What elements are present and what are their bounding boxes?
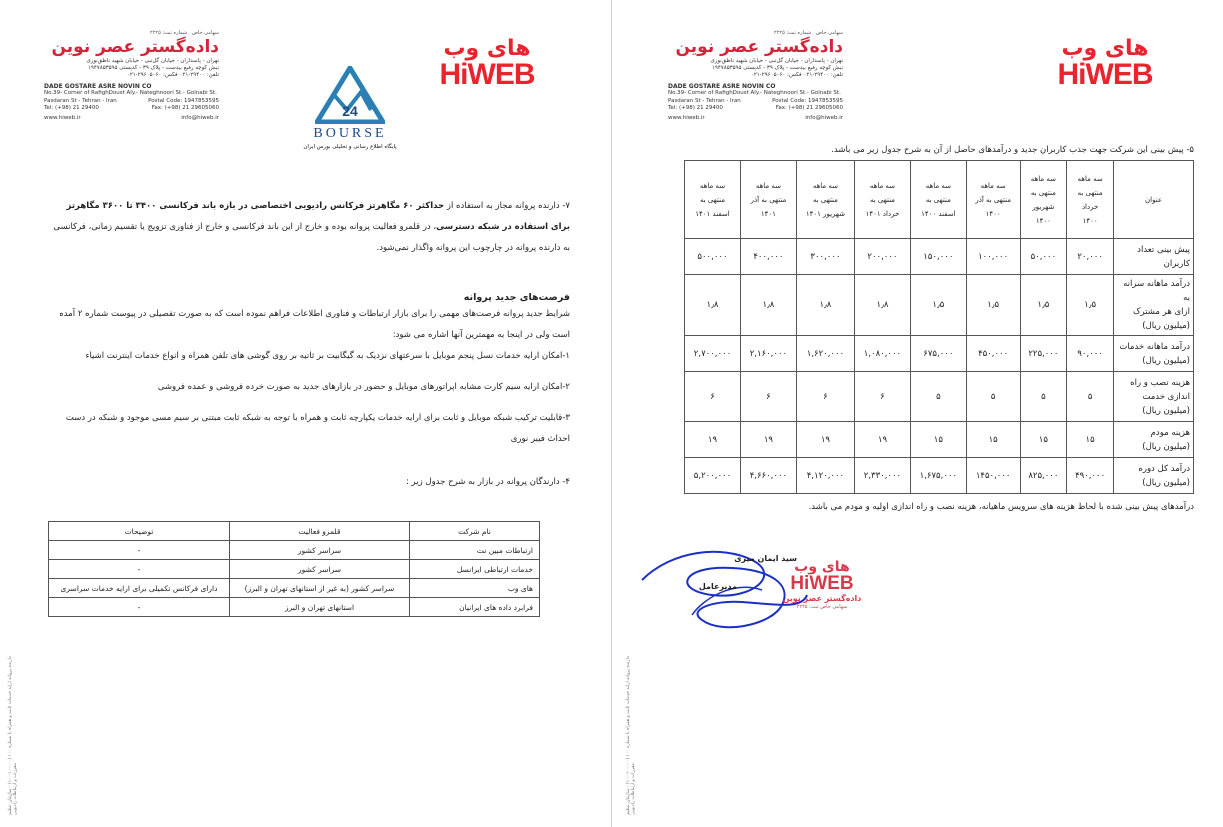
col-header-notes: توضیحات bbox=[49, 522, 230, 541]
company-letterhead: سهامی خاص شماره ثبت: ۲۲۲۵ داده‌گستر عصر نوین تهران - پاسداران - خیابان گل‌نبی - خیابان شهید ناطق‌نوری نبش کوچه رفیع بیدست - پلاک ۳۹ - کدپستی ۱۹۴۷۸۵۳۵۹۵ تلفن: ۲۹۴۰۰-۰۲۱ فکس: ۲۹۶۰۵۰۶۰-۰۲۱ DADE GOSTARE ASRE NOVIN CO No.39- Corner of RafighDoust Aly.- Nateghnoori St.- Golnabi St. Pasdaran St - Tehran - Iran Postal Code: 1947853595 Tel: (+98) 21 29400 Fax: (+98) 21 29605060 www.hiweb.ir info@hiweb.ir bbox=[668, 30, 843, 121]
table-row: پیش بینی تعداد کاربران ۲۰,۰۰۰ ۵۰,۰۰۰ ۱۰۰,۰۰۰ ۱۵۰,۰۰۰ ۲۰۰,۰۰۰ ۳۰۰,۰۰۰ ۴۰۰,۰۰۰ ۵۰۰,۰۰۰ bbox=[685, 239, 1194, 275]
table-row: های وب سراسر کشور (به غیر از استانهای تهران و البرز) دارای فرکانس تکمیلی برای ارایه خدمات سراسری bbox=[49, 579, 540, 598]
col-header-period: سه ماهه منتهی به شهریور ۱۴۰۱ bbox=[796, 161, 854, 239]
col-header-period: سه ماهه منتهی به اسفند ۱۴۰۱ bbox=[685, 161, 741, 239]
hiweb-logo: های وب HiWEB bbox=[439, 36, 535, 91]
address-fa-2: نبش کوچه رفیع بیدست - پلاک ۳۹ - کدپستی ۱۹۴۷۸۵۳۵۹۵ bbox=[87, 65, 219, 72]
table-row: خدمات ارتباطی ایرانسل سراسر کشور - bbox=[49, 560, 540, 579]
license-holders-table bbox=[48, 521, 540, 617]
document-page-right bbox=[612, 0, 1223, 827]
col-header-period: سه ماهه منتهی به آذر ۱۴۰۰ bbox=[966, 161, 1020, 239]
svg-text:24: 24 bbox=[342, 103, 358, 119]
fax-en: Fax: (+98) 21 29605060 bbox=[151, 104, 219, 111]
document-page-left bbox=[0, 0, 611, 827]
company-letterhead bbox=[44, 30, 219, 122]
col-header-scope: قلمرو فعالیت bbox=[230, 522, 410, 541]
reg-type: سهامی خاص bbox=[191, 30, 219, 36]
paragraph-5: ۵- پیش بینی این شرکت جهت جذب کاربران جدید و درآمدهای حاصل از آن به شرح جدول زیر می باشد. bbox=[831, 145, 1194, 155]
col-header-period: سه ماهه منتهی به خرداد ۱۴۰۱ bbox=[855, 161, 911, 239]
reg-number: شماره ثبت: ۲۲۲۵ bbox=[150, 30, 188, 36]
col-header-period: سه ماهه منتهی به شهریور ۱۴۰۰ bbox=[1020, 161, 1067, 239]
hiweb-logo: های وب HiWEB bbox=[1057, 36, 1153, 91]
bourse-logo: 24 BOURSE پایگاه اطلاع رسانی و تحلیلی بورس ایران bbox=[292, 66, 408, 150]
address-fa-1: تهران - پاسداران - خیابان گل‌نبی - خیابان شهید ناطق‌نوری bbox=[86, 58, 219, 65]
table-row: ارتباطات مبین نت سراسر کشور - bbox=[49, 541, 540, 560]
website: www.hiweb.ir bbox=[44, 114, 81, 121]
paragraph-4: ۴- دارندگان پروانه در بازار به شرح جدول زیر : bbox=[405, 477, 570, 487]
company-name-en: DADE GOSTARE ASRE NOVIN CO bbox=[44, 82, 152, 90]
col-header-company: نام شرکت bbox=[410, 522, 540, 541]
signer-name: سید ایمان میری bbox=[734, 554, 797, 563]
tel-fax-fa: تلفن: ۲۹۴۰۰-۰۲۱ فکس: ۲۹۶۰۵۰۶۰-۰۲۱ bbox=[126, 72, 219, 79]
opportunities-intro: شرایط جدید پروانه فرصت‌های مهمی را برای بازار ارتباطات و فناوری اطلاعات فراهم نموده است که به صورت تفصیلی در پیوست شماره ۲ آمده است ولی در اینجا به مهمترین آنها اشاره می شود: bbox=[59, 309, 570, 340]
table-row: هزینه مودم (میلیون ریال) ۱۵ ۱۵ ۱۵ ۱۵ ۱۹ ۱۹ ۱۹ ۱۹ bbox=[685, 422, 1194, 458]
forecast-header-row bbox=[685, 161, 1194, 239]
signer-title: مدیرعامل bbox=[698, 582, 737, 591]
col-header-period: سه ماهه منتهی به خرداد ۱۴۰۰ bbox=[1067, 161, 1114, 239]
postal-code: Postal Code: 1947853595 bbox=[148, 97, 219, 104]
bourse-triangle-icon bbox=[315, 66, 385, 124]
opportunity-1: ۱-امکان ارایه خدمات نسل پنجم موبایل با سرعتهای نزدیک به گیگابیت بر ثانیه بر روی گوشی های تلفن همراه و انواع خدمات اینترنت اشیاء bbox=[85, 351, 570, 361]
address-en-2: Pasdaran St - Tehran - Iran bbox=[44, 97, 117, 104]
table-header-row bbox=[49, 522, 540, 541]
opportunity-3: ۳-قابلیت ترکیب شبکه موبایل و ثابت برای ارایه خدمات یکپارچه ثابت و همراه با توجه به شبکه ثابت مبتنی بر سیم مسی موجود و شبکه در دست احداث فیبر نوری bbox=[65, 413, 570, 444]
table-row: درآمد ماهانه خدمات (میلیون ریال) ۹۰,۰۰۰ ۲۲۵,۰۰۰ ۴۵۰,۰۰۰ ۶۷۵,۰۰۰ ۱,۰۸۰,۰۰۰ ۱,۶۲۰,۰۰۰ ۲,۱۶۰,۰۰۰ ۲,۷۰۰,۰۰۰ bbox=[685, 336, 1194, 372]
table-row: هزینه نصب و راه اندازی خدمت (میلیون ریال) ۵ ۵ ۵ ۵ ۶ ۶ ۶ ۶ bbox=[685, 372, 1194, 422]
table-row: فرابرد داده های ایرانیان استانهای تهران و البرز - bbox=[49, 598, 540, 617]
forecast-table bbox=[684, 160, 1194, 494]
email: info@hiweb.ir bbox=[181, 114, 219, 121]
opportunity-2: ۲-امکان ارایه سیم کارت مشابه اپراتورهای موبایل و حضور در بازارهای جدید به صورت خرده فروشی و عمده فروشی bbox=[157, 382, 570, 392]
margin-note: دارنده پروانه ارایه خدمات ثابت و همراه با شماره ۱۰۰ (۰۰۰-۱۰-۱۰۰) - سازمان تنظیم مقررات و ارتباطات رادیویی bbox=[8, 656, 18, 815]
col-header-title: عنوان bbox=[1114, 161, 1194, 239]
col-header-period: سه ماهه منتهی به اسفند ۱۴۰۰ bbox=[910, 161, 966, 239]
paragraph-7: ۷- دارنده پروانه مجاز به استفاده از حداکثر ۶۰ مگاهرتز فرکانس رادیویی اختصاصی در بازه باند فرکانسی ۳۴۰۰ تا ۳۶۰۰ مگاهرتز برای استفاده در شبکه دسترسی، در قلمرو فعالیت پروانه بوده و خارج از این باند فرکانسی و خارج از فناوری تزویج یا تقسیم زمانی، فرکانسی به دارنده پروانه در چارچوب این پروانه واگذار نمی‌شود. bbox=[53, 201, 570, 253]
address-en-1: No.39- Corner of RafighDoust Aly.- Nateghnoori St.- Golnabi St. bbox=[44, 90, 217, 97]
forecast-note: درآمدهای پیش بینی شده با لحاظ هزینه های سرویس ماهیانه، هزینه نصب و راه اندازی اولیه و مودم می باشد. bbox=[808, 502, 1194, 512]
table-row: درآمد کل دوره (میلیون ریال) ۴۹۰,۰۰۰ ۸۲۵,۰۰۰ ۱۴۵۰,۰۰۰ ۱,۶۷۵,۰۰۰ ۲,۳۳۰,۰۰۰ ۴,۱۲۰,۰۰۰ ۴,۶۶۰,۰۰۰ ۵,۲۰۰,۰۰۰ bbox=[685, 458, 1194, 494]
tel-en: Tel: (+98) 21 29400 bbox=[44, 104, 99, 111]
col-header-period: سه ماهه منتهی به آذر ۱۴۰۱ bbox=[740, 161, 796, 239]
table-row: درآمد ماهانه سرانه به ازای هر مشترک (میلیون ریال) ۱٫۵ ۱٫۵ ۱٫۵ ۱٫۵ ۱٫۸ ۱٫۸ ۱٫۸ ۱٫۸ bbox=[685, 275, 1194, 336]
section-heading: فرصت‌های جدید پروانه bbox=[463, 292, 570, 303]
company-name-fa: داده‌گستر عصر نوین bbox=[51, 36, 219, 57]
company-stamp: های وب HiWEB داده‌گستر عصر نوین سهامی خاص ثبت: ۲۲۲۵ bbox=[782, 559, 862, 610]
margin-note: دارنده پروانه ارایه خدمات ثابت و همراه با شماره ۱۰۰ (۰۰۰-۱۰-۱۰۰) - سازمان تنظیم مقررات و ارتباطات رادیویی bbox=[626, 656, 636, 815]
